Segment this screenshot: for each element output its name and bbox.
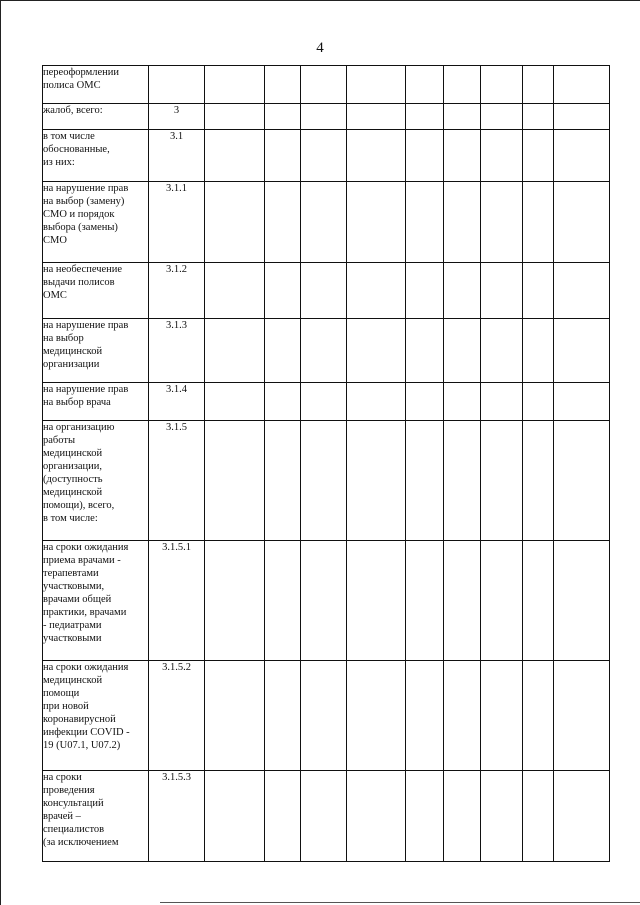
page-edge-top [0, 0, 640, 1]
empty-cell [347, 66, 406, 104]
page-edge-bottom [160, 902, 640, 903]
row-label: в том числе обоснованные, из них: [43, 130, 149, 182]
empty-cell [265, 182, 301, 263]
empty-cell [554, 130, 610, 182]
empty-cell [523, 104, 554, 130]
empty-cell [347, 771, 406, 862]
empty-cell [347, 421, 406, 541]
empty-cell [406, 182, 444, 263]
row-label: на необеспечение выдачи полисов ОМС [43, 263, 149, 319]
row-code [149, 66, 205, 104]
empty-cell [523, 130, 554, 182]
empty-cell [554, 263, 610, 319]
row-code: 3.1.2 [149, 263, 205, 319]
empty-cell [444, 771, 481, 862]
page-number: 4 [316, 40, 324, 56]
empty-cell [481, 182, 523, 263]
row-code: 3 [149, 104, 205, 130]
row-code: 3.1.5 [149, 421, 205, 541]
empty-cell [205, 421, 265, 541]
empty-cell [301, 383, 347, 421]
empty-cell [205, 771, 265, 862]
table-row [43, 130, 610, 182]
empty-cell [301, 104, 347, 130]
empty-cell [301, 263, 347, 319]
empty-cell [406, 104, 444, 130]
empty-cell [481, 541, 523, 661]
empty-cell [347, 541, 406, 661]
empty-cell [205, 383, 265, 421]
empty-cell [265, 263, 301, 319]
empty-cell [523, 661, 554, 771]
page-edge-left [0, 0, 1, 905]
empty-cell [523, 383, 554, 421]
table-row [43, 104, 610, 130]
row-code: 3.1.4 [149, 383, 205, 421]
table-row [43, 771, 610, 862]
row-label: на нарушение прав на выбор (замену) СМО и порядок выбора (замены) СМО [43, 182, 149, 263]
empty-cell [406, 541, 444, 661]
table-row [43, 383, 610, 421]
empty-cell [481, 66, 523, 104]
empty-cell [347, 182, 406, 263]
empty-cell [406, 130, 444, 182]
row-label: на сроки проведения консультаций врачей – специалистов (за исключением [43, 771, 149, 862]
empty-cell [444, 104, 481, 130]
empty-cell [406, 661, 444, 771]
empty-cell [554, 319, 610, 383]
empty-cell [481, 661, 523, 771]
row-label: жалоб, всего: [43, 104, 149, 130]
row-code: 3.1.5.2 [149, 661, 205, 771]
empty-cell [265, 421, 301, 541]
row-code: 3.1.3 [149, 319, 205, 383]
empty-cell [554, 421, 610, 541]
empty-cell [481, 421, 523, 541]
empty-cell [554, 66, 610, 104]
empty-cell [444, 66, 481, 104]
empty-cell [444, 421, 481, 541]
empty-cell [347, 263, 406, 319]
empty-cell [481, 263, 523, 319]
empty-cell [205, 66, 265, 104]
empty-cell [205, 130, 265, 182]
row-label: на организацию работы медицинской организации, (доступность медицинской помощи), всего, в том числе: [43, 421, 149, 541]
empty-cell [554, 541, 610, 661]
empty-cell [347, 130, 406, 182]
empty-cell [481, 383, 523, 421]
row-label: на сроки ожидания приема врачами - терапевтами участковыми, врачами общей практики, врачами - педиатрами участковыми [43, 541, 149, 661]
empty-cell [554, 771, 610, 862]
empty-cell [444, 541, 481, 661]
table-body [43, 66, 610, 862]
report-table [42, 65, 610, 862]
empty-cell [444, 130, 481, 182]
empty-cell [444, 263, 481, 319]
empty-cell [265, 319, 301, 383]
empty-cell [301, 319, 347, 383]
empty-cell [481, 130, 523, 182]
empty-cell [205, 104, 265, 130]
empty-cell [301, 130, 347, 182]
empty-cell [347, 383, 406, 421]
row-code: 3.1.5.1 [149, 541, 205, 661]
empty-cell [523, 182, 554, 263]
empty-cell [265, 383, 301, 421]
empty-cell [205, 661, 265, 771]
table-row [43, 66, 610, 104]
row-label: переоформлении полиса ОМС [43, 66, 149, 104]
empty-cell [406, 771, 444, 862]
empty-cell [301, 66, 347, 104]
empty-cell [481, 319, 523, 383]
table-row [43, 541, 610, 661]
empty-cell [301, 771, 347, 862]
table-row [43, 263, 610, 319]
empty-cell [481, 771, 523, 862]
empty-cell [265, 66, 301, 104]
empty-cell [301, 182, 347, 263]
empty-cell [265, 661, 301, 771]
empty-cell [481, 104, 523, 130]
empty-cell [347, 319, 406, 383]
empty-cell [406, 263, 444, 319]
empty-cell [444, 182, 481, 263]
row-label: на нарушение прав на выбор медицинской организации [43, 319, 149, 383]
table-row [43, 319, 610, 383]
empty-cell [347, 661, 406, 771]
empty-cell [523, 421, 554, 541]
empty-cell [265, 104, 301, 130]
empty-cell [554, 661, 610, 771]
empty-cell [406, 66, 444, 104]
empty-cell [523, 263, 554, 319]
empty-cell [301, 661, 347, 771]
empty-cell [301, 421, 347, 541]
empty-cell [406, 383, 444, 421]
empty-cell [265, 130, 301, 182]
empty-cell [554, 383, 610, 421]
table-row [43, 421, 610, 541]
empty-cell [444, 661, 481, 771]
table-row [43, 182, 610, 263]
table-row [43, 661, 610, 771]
row-label: на сроки ожидания медицинской помощи при новой коронавирусной инфекции COVID - 19 (U07.1, U07.2) [43, 661, 149, 771]
empty-cell [406, 319, 444, 383]
empty-cell [444, 383, 481, 421]
empty-cell [523, 66, 554, 104]
row-code: 3.1.1 [149, 182, 205, 263]
empty-cell [301, 541, 347, 661]
empty-cell [406, 421, 444, 541]
empty-cell [205, 263, 265, 319]
empty-cell [523, 319, 554, 383]
empty-cell [523, 541, 554, 661]
empty-cell [554, 104, 610, 130]
empty-cell [444, 319, 481, 383]
empty-cell [523, 771, 554, 862]
empty-cell [554, 182, 610, 263]
empty-cell [347, 104, 406, 130]
row-label: на нарушение прав на выбор врача [43, 383, 149, 421]
empty-cell [205, 541, 265, 661]
empty-cell [205, 182, 265, 263]
empty-cell [205, 319, 265, 383]
empty-cell [265, 541, 301, 661]
row-code: 3.1 [149, 130, 205, 182]
empty-cell [265, 771, 301, 862]
row-code: 3.1.5.3 [149, 771, 205, 862]
